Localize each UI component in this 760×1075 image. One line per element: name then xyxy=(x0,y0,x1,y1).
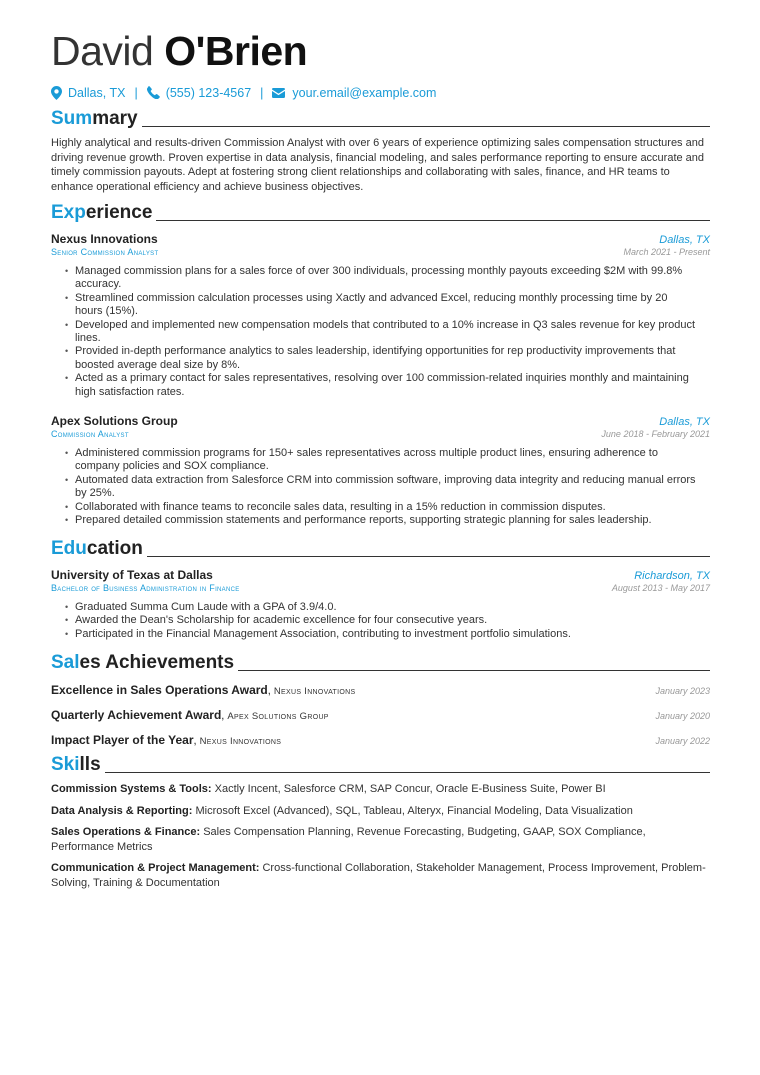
summary-section xyxy=(51,108,710,194)
skill-row xyxy=(51,861,710,890)
list-item: • Developed and implemented new compensation models that contributed to a 10% increase in Q3 sales revenue for key product lines. xyxy=(75,319,710,346)
list-item: • Administered commission programs for 150+ sales representatives across multiple product lines, ensuring adherence to company policies and SOX compliance. xyxy=(75,447,710,474)
job-bullets xyxy=(51,265,710,399)
job-role: Senior Commission Analyst xyxy=(51,247,159,257)
list-item: • Provided in-depth performance analytics to sales leadership, identifying opportunities for rep productivity improvements that boosted average deal size by 8%. xyxy=(75,345,710,372)
job-role: Commission Analyst xyxy=(51,429,129,439)
company-name: Nexus Innovations xyxy=(51,232,158,246)
list-item: • Managed commission plans for a sales force of over 300 individuals, processing monthly payouts exceeding $2M with 99.8% accuracy. xyxy=(75,265,710,292)
location-text: Dallas, TX xyxy=(68,86,126,100)
achievement-date: January 2023 xyxy=(655,686,710,696)
achievement-item xyxy=(51,706,710,731)
candidate-name xyxy=(51,28,710,74)
achievement-separator: , xyxy=(221,710,228,722)
section-heading xyxy=(51,108,710,130)
list-item: • Awarded the Dean's Scholarship for academic excellence for four consecutive years. xyxy=(75,614,710,627)
skill-value: Microsoft Excel (Advanced), SQL, Tableau, Alteryx, Financial Modeling, Data Visualization xyxy=(195,804,633,817)
title-rest: mary xyxy=(92,108,138,129)
job-dates: June 2018 - February 2021 xyxy=(601,429,710,439)
section-title xyxy=(51,652,234,674)
section-heading xyxy=(51,202,710,224)
achievements-section xyxy=(51,652,710,747)
title-accent: Sal xyxy=(51,652,80,673)
last-name: O'Brien xyxy=(164,28,308,74)
section-title xyxy=(51,538,143,560)
section-title xyxy=(51,108,138,130)
achievement-separator: , xyxy=(267,685,274,697)
achievement-separator: , xyxy=(193,735,200,747)
skill-row xyxy=(51,825,710,854)
skill-label: Sales Operations & Finance: xyxy=(51,826,201,838)
achievement-org: Nexus Innovations xyxy=(199,736,282,747)
title-rest: lls xyxy=(79,754,101,775)
job-location: Dallas, TX xyxy=(659,234,710,246)
list-item: • Prepared detailed commission statements and performance reports, supporting strategic planning for sales leadership. xyxy=(75,514,710,527)
summary-text: Highly analytical and results-driven Commission Analyst with over 6 years of experience optimizing sales compensation structures and driving revenue growth. Proven expertise in data analysis, financial modeling, and sales performance reporting to ensure accurate and timely commission payouts. Adept at fostering strong client relationships and collaborating with sales, finance, and HR teams to enhance operational efficiency and achieve business objectives. xyxy=(51,137,705,193)
list-item: • Automated data extraction from Salesforce CRM into commission software, improving data integrity and reducing manual errors by 25%. xyxy=(75,474,710,501)
degree: Bachelor of Business Administration in Finance xyxy=(51,583,240,593)
experience-section xyxy=(51,202,710,527)
education-dates: August 2013 - May 2017 xyxy=(611,583,710,593)
skills-section xyxy=(51,754,710,889)
section-rule xyxy=(142,126,710,127)
contact-line xyxy=(51,85,710,101)
section-rule xyxy=(147,556,710,557)
skill-value: Xactly Incent, Salesforce CRM, SAP Concur, Oracle E-Business Suite, Power BI xyxy=(214,783,606,795)
achievement-date: January 2020 xyxy=(655,711,710,721)
company-name: Apex Solutions Group xyxy=(51,414,178,428)
title-accent: Exp xyxy=(51,202,86,223)
skill-row xyxy=(51,782,710,797)
achievement-item xyxy=(51,731,710,756)
job-entry xyxy=(51,232,710,399)
section-rule xyxy=(156,220,710,221)
skill-row xyxy=(51,804,710,819)
section-title xyxy=(51,202,152,224)
achievement-title: Quarterly Achievement Award xyxy=(51,708,222,722)
skill-label: Commission Systems & Tools: xyxy=(51,783,212,795)
envelope-icon xyxy=(272,86,287,100)
title-rest: erience xyxy=(85,202,153,223)
contact-separator: | xyxy=(134,86,138,100)
list-item: • Graduated Summa Cum Laude with a GPA of 3.9/4.0. xyxy=(75,601,710,614)
contact-separator: | xyxy=(260,86,264,100)
achievement-org: Apex Solutions Group xyxy=(227,711,329,722)
list-item: • Streamlined commission calculation processes using Xactly and advanced Excel, reducing monthly processing time by 20 hours (15%). xyxy=(75,292,710,319)
email-link[interactable]: your.email@example.com xyxy=(292,86,437,100)
skills-list xyxy=(51,782,710,897)
job-bullets xyxy=(51,447,710,527)
job-entry xyxy=(51,414,710,527)
phone-link[interactable]: (555) 123-4567 xyxy=(165,86,252,100)
education-bullets xyxy=(51,601,710,641)
skill-label: Communication & Project Management: xyxy=(51,862,260,874)
section-heading xyxy=(51,754,710,776)
job-location: Dallas, TX xyxy=(659,416,710,428)
achievement-list xyxy=(51,681,710,756)
skill-value: Sales Compensation Planning, Revenue Forecasting, Budgeting, GAAP, SOX Compliance, Performance Metrics xyxy=(51,826,646,853)
resume-page xyxy=(51,28,710,889)
section-rule xyxy=(238,670,710,671)
achievement-date: January 2022 xyxy=(655,736,710,746)
achievement-title: Excellence in Sales Operations Award xyxy=(51,683,268,697)
list-item: • Acted as a primary contact for sales representatives, resolving over 100 commission-related inquiries monthly and maintaining high satisfaction rates. xyxy=(75,372,710,399)
first-name: David xyxy=(51,28,154,74)
achievement-org: Nexus Innovations xyxy=(273,686,356,697)
education-entry xyxy=(51,568,710,641)
phone-icon xyxy=(147,86,161,100)
map-pin-icon xyxy=(51,86,63,100)
section-rule xyxy=(105,772,710,773)
list-item: • Collaborated with finance teams to reconcile sales data, resulting in a 15% reduction in commission disputes. xyxy=(75,501,710,514)
skill-label: Data Analysis & Reporting: xyxy=(51,804,193,817)
title-accent: Edu xyxy=(51,538,87,559)
section-title xyxy=(51,754,101,776)
skill-value: Cross-functional Collaboration, Stakeholder Management, Process Improvement, Problem-Solving, Training & Documentation xyxy=(51,862,706,889)
title-accent: Sum xyxy=(51,108,93,129)
title-accent: Ski xyxy=(51,754,80,775)
job-dates: March 2021 - Present xyxy=(623,247,710,257)
title-rest: es Achievements xyxy=(79,652,235,673)
achievement-title: Impact Player of the Year xyxy=(51,733,194,747)
title-rest: cation xyxy=(86,538,143,559)
section-heading xyxy=(51,538,710,560)
section-heading xyxy=(51,652,710,674)
school-location: Richardson, TX xyxy=(634,570,710,582)
list-item: • Participated in the Financial Management Association, contributing to investment portfolio simulations. xyxy=(75,628,710,641)
education-section xyxy=(51,538,710,640)
school-name: University of Texas at Dallas xyxy=(51,568,213,582)
achievement-item xyxy=(51,681,710,706)
